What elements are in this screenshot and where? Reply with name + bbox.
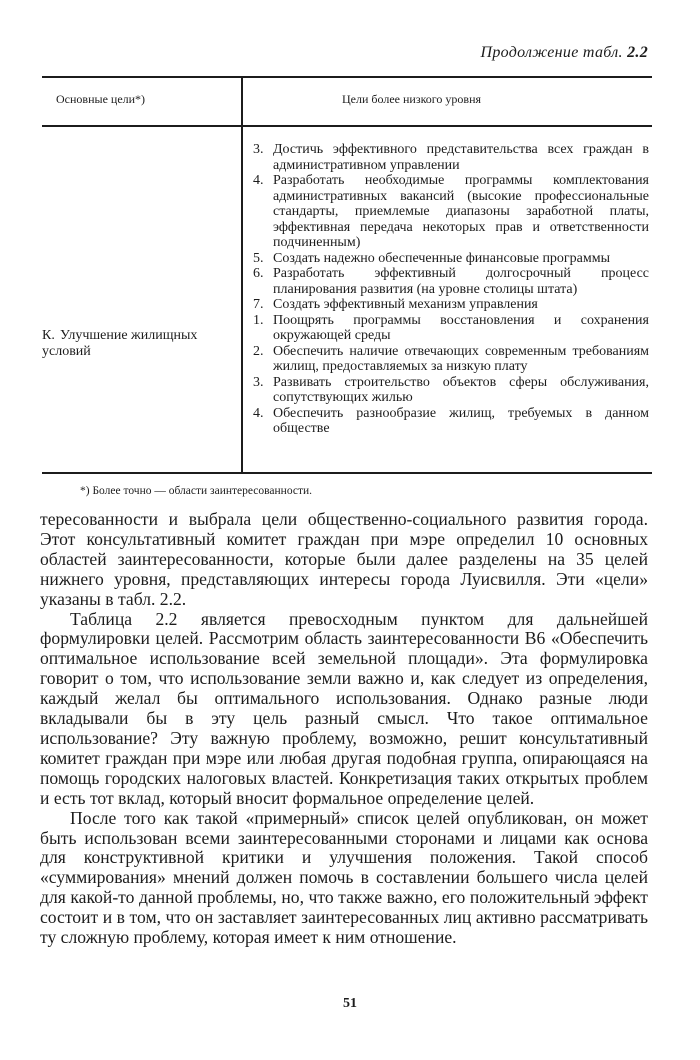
list-item [253, 266, 649, 297]
list-item [253, 406, 649, 437]
caption-label: Продолжение табл. [480, 44, 623, 61]
goal-k-text: Улучшение жилищных условий [42, 328, 198, 359]
item-number: 4. [253, 173, 264, 188]
list-item [253, 297, 649, 313]
page-number: 51 [343, 996, 357, 1011]
item-number: 1. [253, 312, 264, 328]
paragraph: После того как такой «примерный» список целей опубликован, он может быть использован всеми заинтересованными сторонами и лицами как основа для конструктивной критики и улучшения положения. Такой способ «суммирования» мнений должен помочь в составлении большего числа целей для какой-то данной проблемы, но, что также важно, его положительный эффект состоит и в том, что он заставляет заинтересованных лиц активно рассматривать ту сложную проблему, которая имеет к ним отношение. [40, 807, 648, 948]
caption-table-number: 2.2 [627, 44, 648, 61]
list-item [253, 375, 649, 406]
goal-k-letter: К. [42, 328, 55, 343]
item-text: Развивать строительство объектов сферы обслуживания, сопутствующих жилью [273, 374, 649, 405]
table-column-divider [241, 76, 243, 474]
paragraph: Таблица 2.2 является превосходным пунктом для дальнейшей формулировки целей. Рассмотрим область заинтересованности В6 «Обеспечить оптимальное использование всей земельной площади». Эта формулировка говорит о том, что использование земли важно и, как следует из определения, каждый желал бы оптимального использования. Однако разные люди вкладывали бы в эту цель разный смысл. Что такое оптимальное использование? Эту важную проблему, возможно, решит консультативный комитет граждан при мэре или любая другая подобная группа, опирающаяся на помощь городских налоговых властей. Конкретизация таких открытых проблем и есть тот вклад, который вносит формальное определение целей. [40, 608, 648, 808]
table-top-rule [42, 76, 652, 78]
lower-goals-list [253, 142, 649, 437]
item-number: 3. [253, 142, 264, 157]
goal-k-cell [42, 328, 238, 360]
header-lower-goals: Цели более низкого уровня [342, 92, 482, 106]
item-number: 7. [253, 297, 264, 312]
goals-table [42, 76, 652, 474]
table-footnote: *) Более точно — области заинтересованности. [80, 485, 313, 497]
list-item [253, 313, 649, 344]
item-text: Разработать эффективный долгосрочный процесс планирования развития (на уровне столицы штата) [273, 266, 649, 297]
body-text [40, 510, 648, 948]
item-number: 2. [253, 343, 264, 359]
paragraph: тересованности и выбрала цели общественно-социального развития города. Этот консультативный комитет граждан при мэре определил 10 основных областей заинтересованности, которые были далее разделены на 35 целей нижнего уровня, представляющих интересы города Луисвилля. Эти «цели» указаны в табл. 2.2. [40, 509, 648, 609]
list-item [253, 251, 649, 267]
item-text: Обеспечить наличие отвечающих современным требованиям жилищ, предоставляемых за низкую плату [273, 343, 649, 374]
item-text: Создать надежно обеспеченные финансовые программы [273, 250, 611, 266]
item-number: 6. [253, 266, 264, 281]
list-item [253, 142, 649, 173]
header-main-goals: Основные цели*) [56, 92, 146, 106]
table-bottom-rule [42, 472, 652, 474]
item-text: Обеспечить разнообразие жилищ, требуемых в данном обществе [273, 405, 649, 436]
item-number: 5. [253, 250, 264, 266]
item-number: 4. [253, 405, 264, 421]
table-header-rule [42, 125, 652, 127]
list-item [253, 344, 649, 375]
item-text: Поощрять программы восстановления и сохранения окружающей среды [273, 312, 649, 343]
item-text: Разработать необходимые программы комплектования административных вакансий (высокие профессиональные стандарты, приемлемые диапазоны заработной платы, эффективная передача некоторых прав и ответственности подчиненным) [273, 173, 649, 250]
list-item [253, 173, 649, 251]
item-text: Достичь эффективного представительства всех граждан в административном управлении [273, 142, 649, 173]
item-number: 3. [253, 374, 264, 390]
item-text: Создать эффективный механизм управления [273, 297, 538, 312]
table-continuation-caption [480, 44, 648, 62]
